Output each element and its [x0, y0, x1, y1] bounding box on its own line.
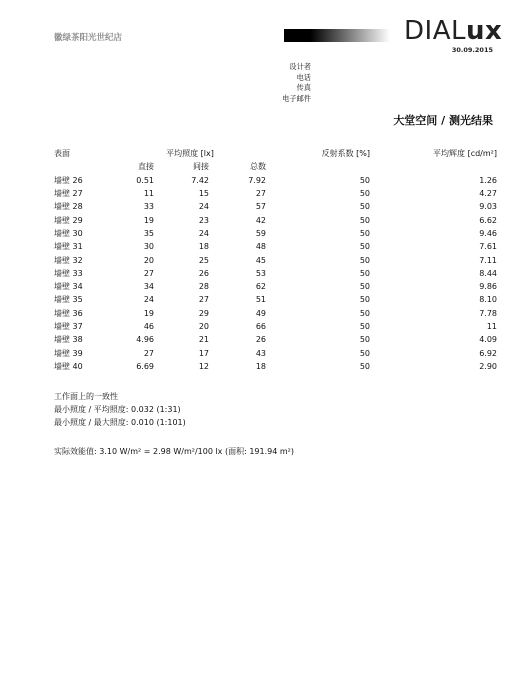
- cell-total: 27: [255, 189, 266, 199]
- cell-indirect: 15: [198, 189, 209, 199]
- cell-indirect: 21: [198, 335, 209, 345]
- table-row: [54, 320, 497, 333]
- table-row: [54, 280, 497, 293]
- uniformity-title: 工作面上的一致性: [54, 392, 118, 401]
- cell-surface: 墙壁 30: [54, 228, 83, 238]
- cell-reflectance: 50: [359, 242, 370, 252]
- cell-luminance: 6.92: [479, 348, 497, 358]
- cell-surface: 墙壁 29: [54, 215, 83, 225]
- cell-indirect: 7.42: [191, 175, 209, 185]
- header-indirect: 间接: [193, 162, 209, 172]
- cell-reflectance: 50: [359, 308, 370, 318]
- table-row: [54, 240, 497, 253]
- dialux-logo: [404, 16, 502, 46]
- cell-indirect: 23: [198, 215, 209, 225]
- cell-luminance: 9.86: [479, 282, 497, 292]
- cell-direct: 19: [143, 308, 154, 318]
- cell-surface: 墙壁 27: [54, 189, 83, 199]
- contact-fax: 传真: [296, 83, 311, 92]
- table-row: [54, 293, 497, 306]
- cell-reflectance: 50: [359, 282, 370, 292]
- cell-surface: 墙壁 39: [54, 348, 83, 358]
- cell-reflectance: 50: [359, 348, 370, 358]
- cell-indirect: 29: [198, 308, 209, 318]
- header-total: 总数: [250, 162, 266, 172]
- cell-reflectance: 50: [359, 255, 370, 265]
- contact-phone: 电话: [296, 72, 311, 82]
- cell-surface: 墙壁 26: [54, 175, 83, 185]
- cell-direct: 24: [143, 295, 154, 305]
- cell-total: 18: [255, 361, 266, 371]
- cell-surface: 墙壁 35: [54, 295, 83, 305]
- cell-surface: 墙壁 38: [54, 335, 83, 345]
- cell-surface: 墙壁 28: [54, 202, 83, 212]
- cell-total: 7.92: [248, 175, 266, 185]
- table-row: [54, 346, 497, 359]
- efficiency-value: 实际效能值: 3.10 W/m² = 2.98 W/m²/100 lx (面积: 191.94 m²): [54, 447, 294, 456]
- cell-direct: 6.69: [136, 361, 154, 371]
- cell-surface: 墙壁 32: [54, 255, 83, 265]
- uniformity-min-avg: 最小照度 / 平均照度: 0.032 (1:31): [54, 405, 181, 414]
- cell-indirect: 24: [198, 202, 209, 212]
- cell-direct: 30: [143, 242, 154, 252]
- cell-total: 57: [255, 202, 266, 212]
- table-row: [54, 307, 497, 320]
- cell-luminance: 8.44: [479, 268, 497, 278]
- table-row: [54, 200, 497, 213]
- cell-total: 59: [255, 228, 266, 238]
- cell-surface: 墙壁 37: [54, 322, 83, 331]
- table-row: [54, 267, 497, 280]
- cell-indirect: 27: [198, 295, 209, 305]
- table-row: [54, 174, 497, 187]
- cell-direct: 33: [143, 202, 154, 212]
- cell-reflectance: 50: [359, 202, 370, 212]
- table-row: [54, 187, 497, 200]
- cell-total: 49: [255, 308, 266, 318]
- cell-reflectance: 50: [359, 228, 370, 238]
- cell-indirect: 28: [198, 282, 209, 292]
- cell-luminance: 7.11: [479, 255, 497, 265]
- uniformity-block: [54, 390, 186, 429]
- table-row: [54, 253, 497, 266]
- cell-total: 48: [255, 242, 266, 252]
- cell-luminance: 9.03: [479, 202, 497, 212]
- cell-surface: 墙壁 33: [54, 268, 83, 278]
- logo-main-text: DIAL: [404, 16, 466, 46]
- cell-surface: 墙壁 40: [54, 361, 83, 371]
- cell-surface: 墙壁 36: [54, 308, 83, 318]
- contact-designer: 设计者: [289, 62, 311, 71]
- table-row: [54, 360, 497, 373]
- cell-direct: 0.51: [136, 175, 154, 185]
- cell-luminance: 2.90: [479, 361, 497, 371]
- cell-reflectance: 50: [359, 361, 370, 371]
- contact-email: 电子邮件: [282, 93, 311, 103]
- cell-luminance: 8.10: [479, 295, 497, 305]
- cell-total: 45: [255, 255, 266, 265]
- table-row: [54, 227, 497, 240]
- cell-reflectance: 50: [359, 295, 370, 305]
- cell-luminance: 9.46: [479, 228, 497, 238]
- cell-reflectance: 50: [359, 175, 370, 185]
- cell-total: 62: [255, 282, 266, 292]
- cell-direct: 27: [143, 348, 154, 358]
- cell-reflectance: 50: [359, 189, 370, 199]
- cell-indirect: 18: [198, 242, 209, 252]
- results-table: [54, 147, 497, 373]
- cell-reflectance: 50: [359, 215, 370, 225]
- cell-luminance: 4.09: [479, 335, 497, 345]
- cell-indirect: 26: [198, 268, 209, 278]
- table-row: [54, 213, 497, 226]
- cell-total: 42: [255, 215, 266, 225]
- section-title: 大堂空间 / 测光结果: [393, 114, 493, 127]
- table-subheader-row: [54, 160, 497, 173]
- cell-direct: 20: [143, 255, 154, 265]
- cell-reflectance: 50: [359, 268, 370, 278]
- header-avg-luminance: 平均辉度 [cd/m²]: [433, 149, 497, 159]
- cell-total: 26: [255, 335, 266, 345]
- cell-luminance: 7.78: [479, 308, 497, 318]
- cell-direct: 19: [143, 215, 154, 225]
- cell-luminance: 7.61: [479, 242, 497, 252]
- contact-block: [282, 62, 311, 104]
- cell-direct: 27: [143, 268, 154, 278]
- header-direct: 直接: [138, 162, 154, 172]
- header-avg-illuminance: 平均照度 [lx]: [166, 149, 214, 159]
- logo-bold-text: ux: [465, 16, 503, 46]
- cell-indirect: 20: [198, 322, 209, 331]
- cell-luminance: 4.27: [479, 189, 497, 199]
- header-surface: 表面: [54, 149, 70, 159]
- cell-total: 51: [255, 295, 266, 305]
- header-gradient-bar: [284, 29, 390, 42]
- cell-direct: 4.96: [136, 335, 154, 345]
- document-date: 30.09.2015: [451, 46, 493, 54]
- cell-direct: 34: [143, 282, 154, 292]
- cell-total: 43: [255, 348, 266, 358]
- cell-surface: 墙壁 34: [54, 282, 83, 292]
- cell-indirect: 25: [198, 255, 209, 265]
- cell-reflectance: 50: [359, 322, 370, 331]
- cell-luminance: 1.26: [479, 175, 497, 185]
- cell-indirect: 12: [198, 361, 209, 371]
- cell-luminance: 6.62: [479, 215, 497, 225]
- cell-reflectance: 50: [359, 335, 370, 345]
- cell-total: 66: [255, 322, 266, 331]
- company-name: 徽绿茶阳光世纪店: [54, 33, 123, 43]
- cell-direct: 11: [143, 189, 154, 199]
- cell-surface: 墙壁 31: [54, 242, 83, 252]
- cell-direct: 46: [143, 322, 154, 331]
- cell-indirect: 17: [198, 348, 209, 358]
- header-reflectance: 反射系数 [%]: [321, 149, 370, 159]
- table-header-row: [54, 147, 497, 160]
- cell-direct: 35: [143, 228, 154, 238]
- table-row: [54, 333, 497, 346]
- cell-total: 53: [255, 268, 266, 278]
- cell-indirect: 24: [198, 228, 209, 238]
- uniformity-min-max: 最小照度 / 最大照度: 0.010 (1:101): [54, 418, 186, 427]
- cell-luminance: 11: [486, 322, 497, 331]
